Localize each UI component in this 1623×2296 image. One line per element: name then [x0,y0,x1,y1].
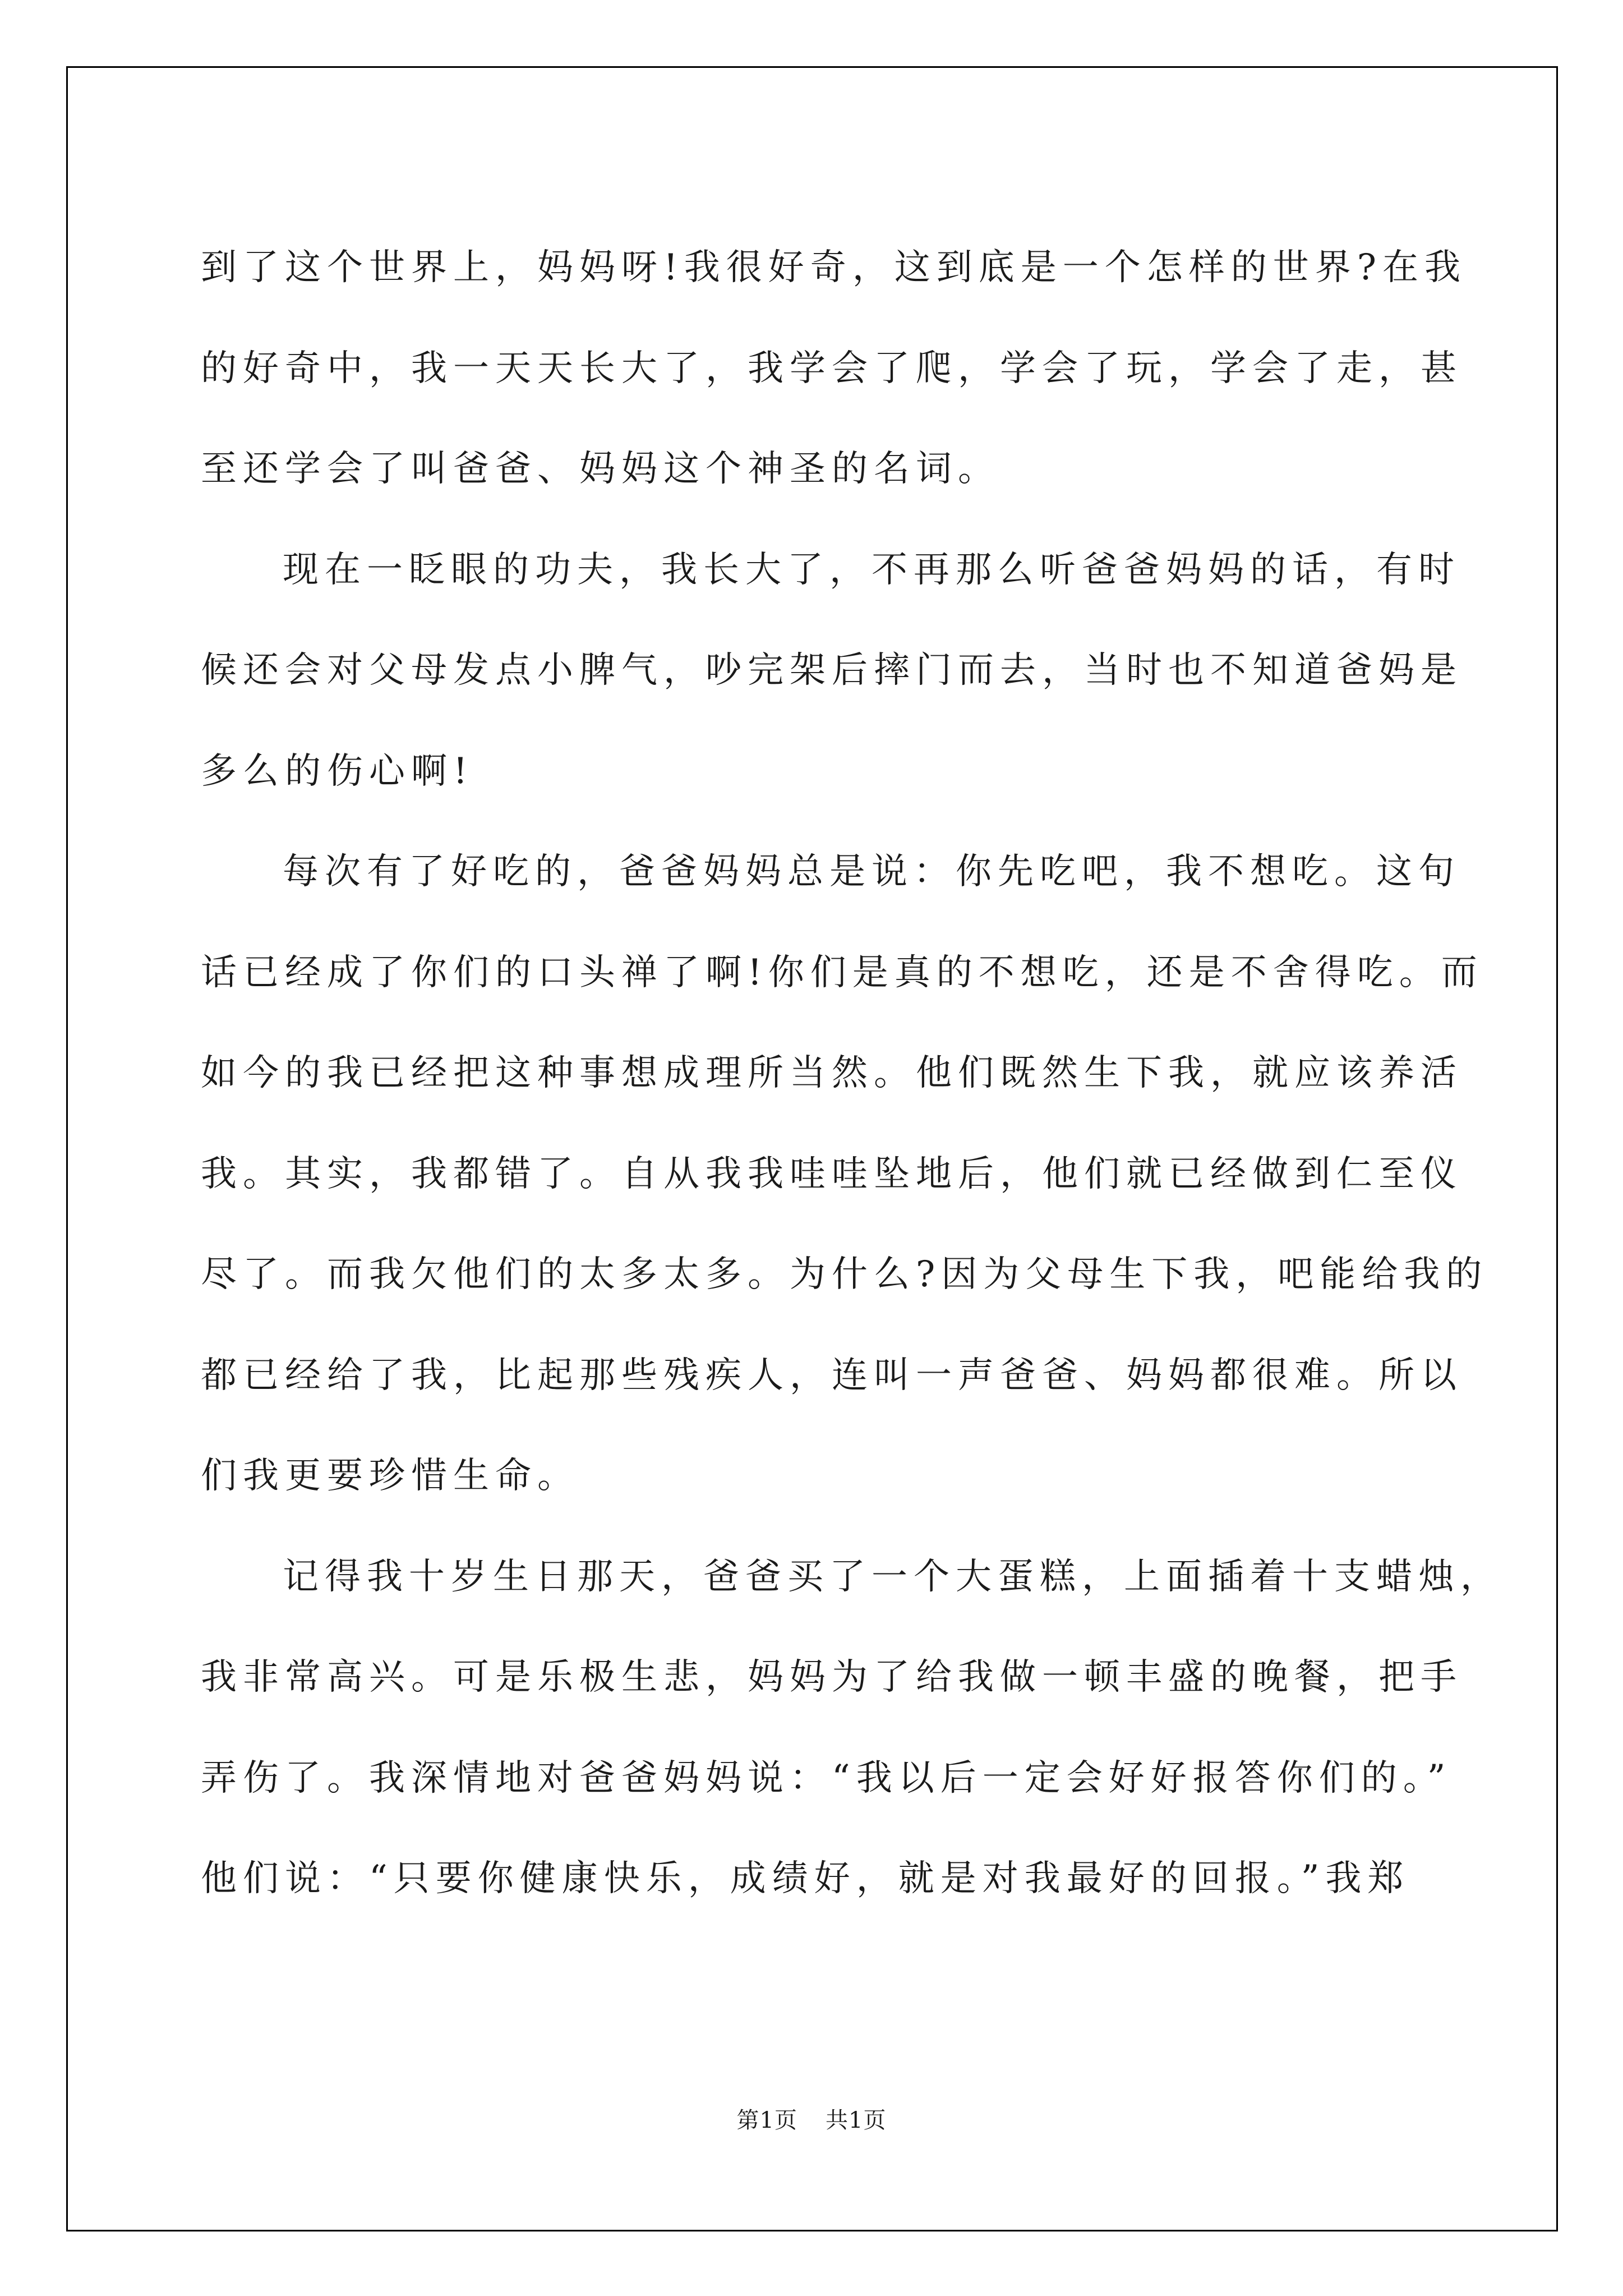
text-line: 如今的我已经把这种事想成理所当然。他们既然生下我，就应该养活 [201,1052,1463,1094]
paragraph-start-line: 记得我十岁生日那天，爸爸买了一个大蛋糕，上面插着十支蜡烛， [283,1556,1502,1598]
text-line: 我。其实，我都错了。自从我我哇哇坠地后，他们就已经做到仁至仪 [201,1153,1463,1195]
text-line: 的好奇中，我一天天长大了，我学会了爬，学会了玩，学会了走，甚 [201,347,1463,389]
page-number-label: 第1页 [736,2108,797,2133]
text-line: 候还会对父母发点小脾气，吵完架后摔门而去，当时也不知道爸妈是 [201,650,1463,691]
text-line: 弄伤了。我深情地对爸爸妈妈说：“我以后一定会好好报答你们的。” [201,1757,1452,1799]
page-total-label: 共1页 [826,2108,887,2133]
text-line: 至还学会了叫爸爸、妈妈这个神圣的名词。 [201,448,1000,490]
text-line: 们我更要珍惜生命。 [201,1455,579,1497]
text-line: 都已经给了我，比起那些残疾人，连叫一声爸爸、妈妈都很难。所以 [201,1354,1463,1396]
paragraph-start-line: 现在一眨眼的功夫，我长大了，不再那么听爸爸妈妈的话，有时 [283,549,1460,591]
text-line: 话已经成了你们的口头禅了啊!你们是真的不想吃，还是不舍得吃。而 [201,951,1483,993]
document-body [201,218,1502,1930]
text-line: 我非常高兴。可是乐极生悲，妈妈为了给我做一顿丰盛的晚餐，把手 [201,1657,1463,1698]
paragraph-start-line: 每次有了好吃的，爸爸妈妈总是说：你先吃吧，我不想吃。这句 [283,851,1460,892]
text-line: 尽了。而我欠他们的太多太多。为什么?因为父母生下我，吧能给我的 [201,1254,1488,1295]
text-line: 多么的伤心啊! [201,750,474,792]
page-footer [0,2102,1623,2134]
text-line: 到了这个世界上，妈妈呀!我很好奇，这到底是一个怎样的世界?在我 [201,247,1467,288]
text-line: 他们说：“只要你健康快乐，成绩好，就是对我最好的回报。”我郑 [201,1858,1410,1899]
